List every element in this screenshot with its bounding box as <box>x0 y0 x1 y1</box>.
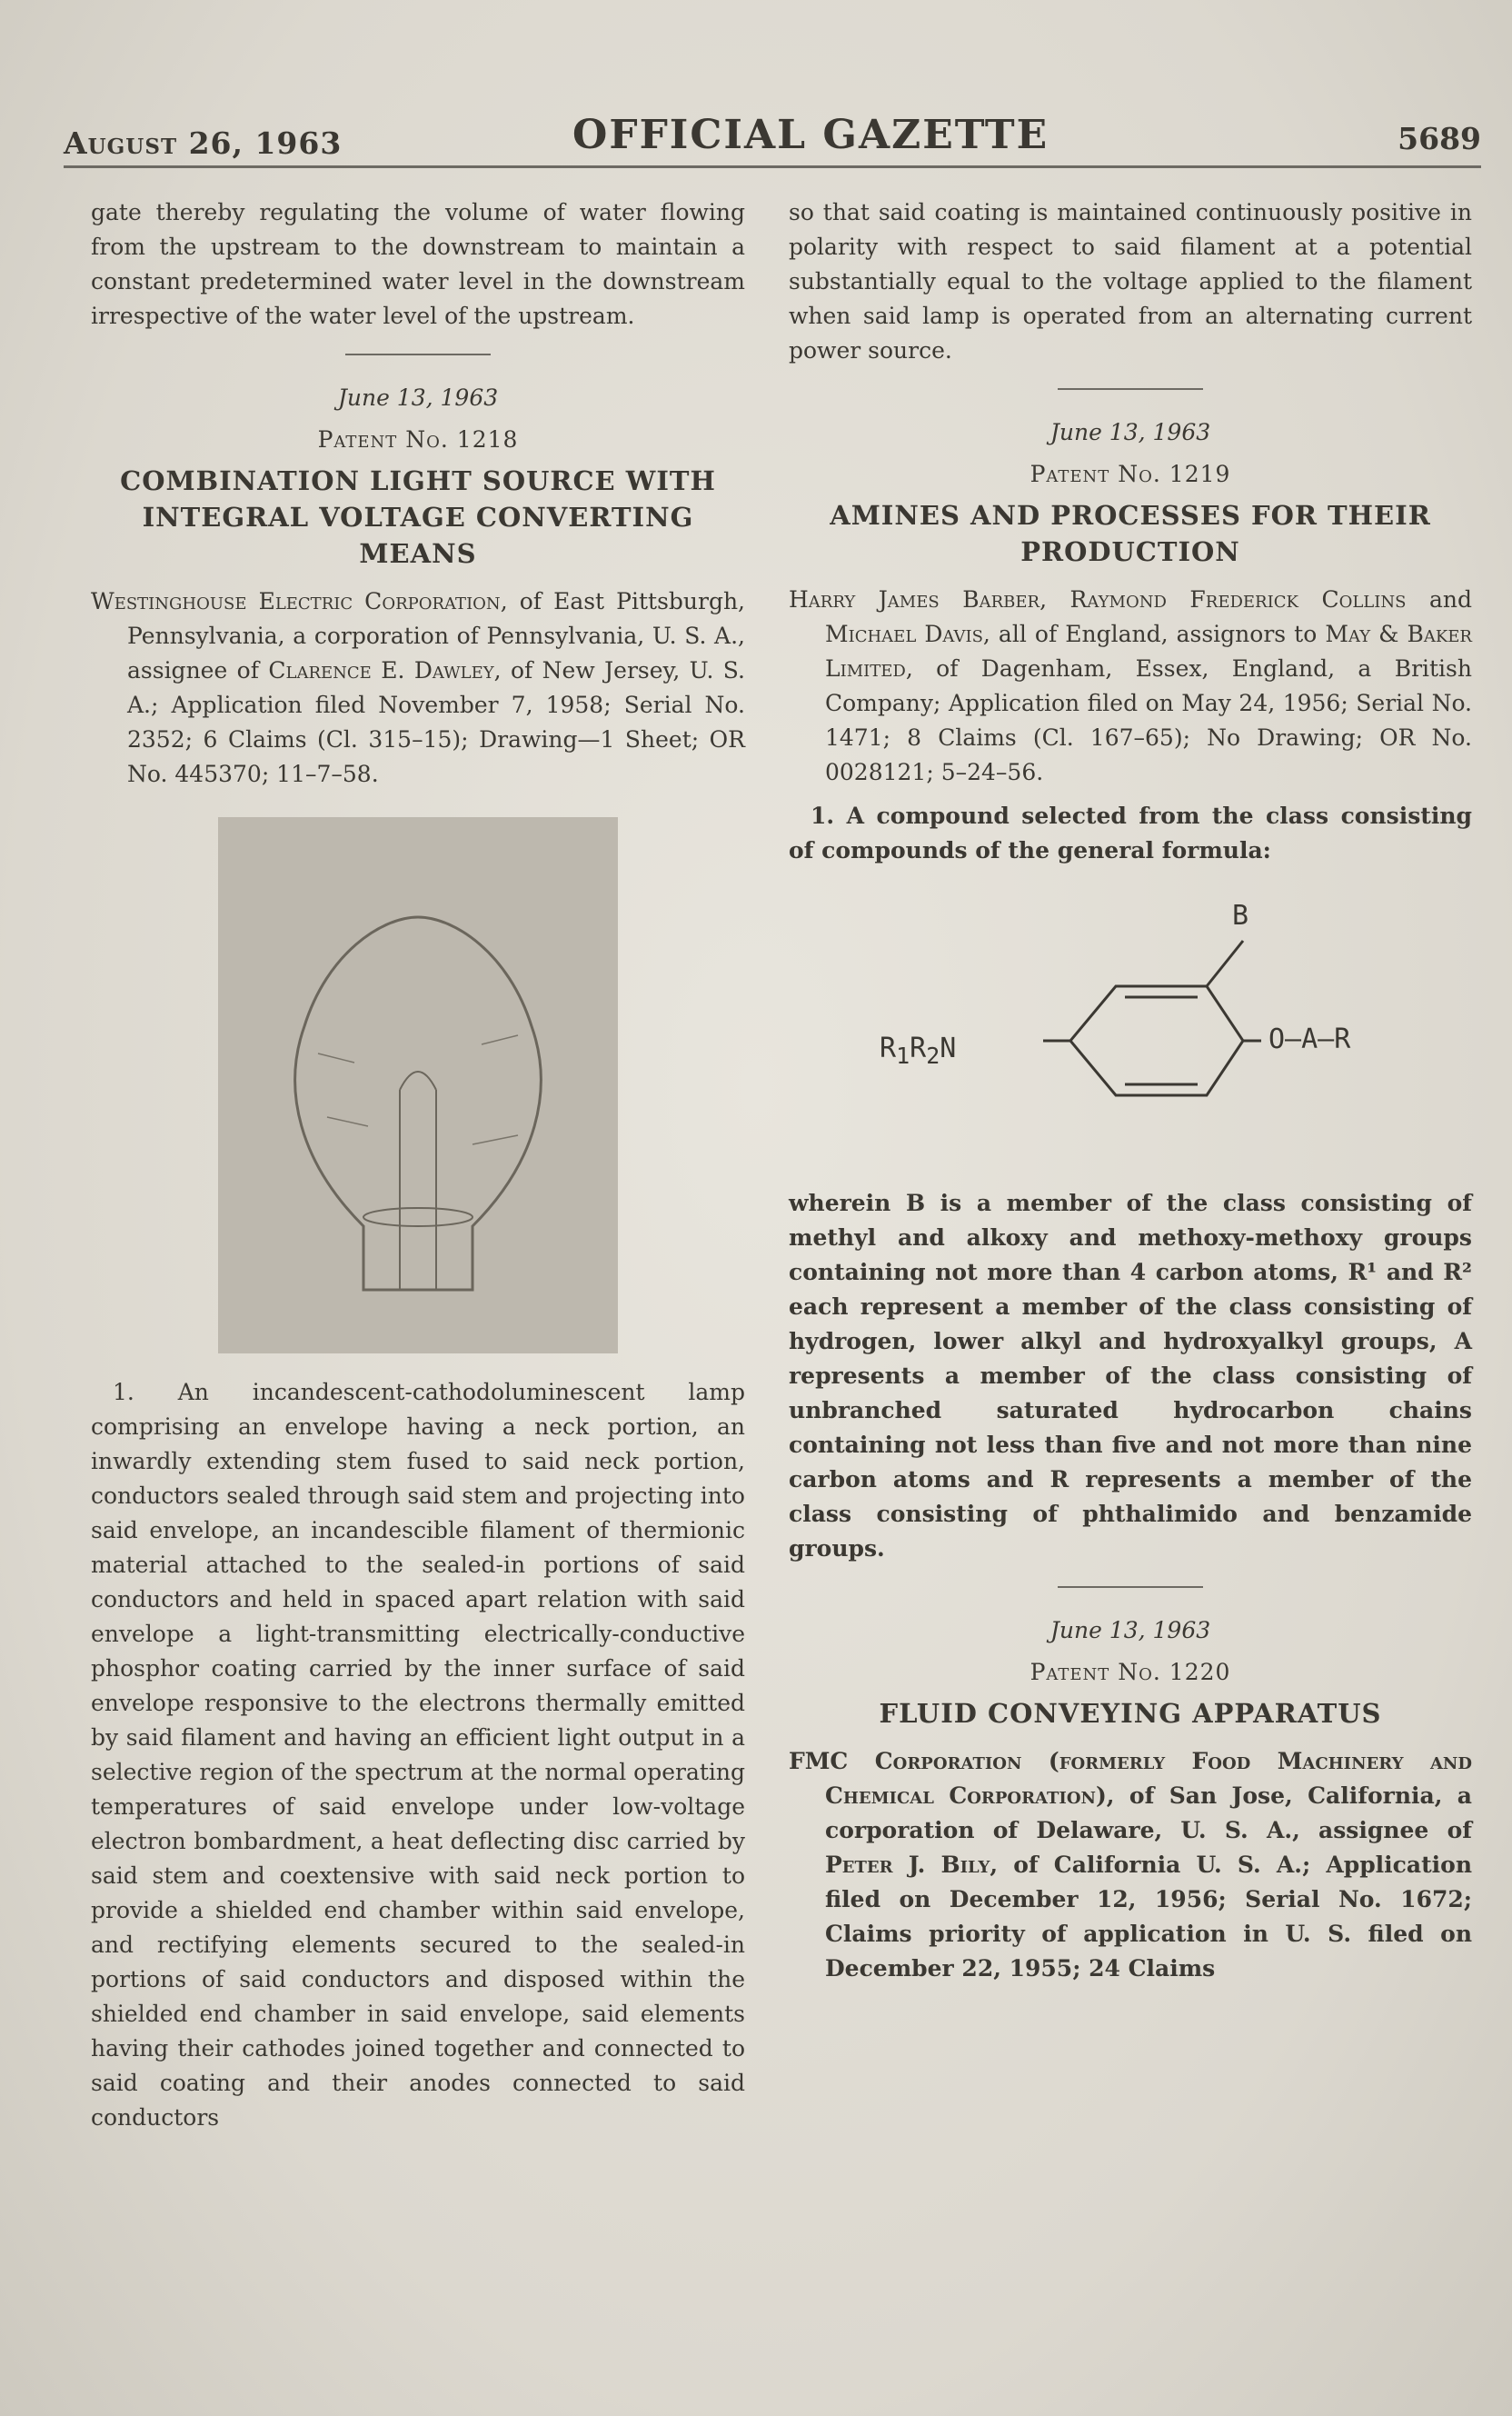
patent-number: Patent No. 1220 <box>1030 1659 1231 1685</box>
patent-abstract <box>91 584 745 792</box>
r2: R <box>910 1033 927 1064</box>
conjunction: and <box>1406 586 1472 613</box>
substituent-oar: O–A–R <box>1268 1023 1351 1055</box>
abstract-text: , of San Jose, California, a corporation of Delaware, U. S. A., assignee of <box>825 1782 1473 1843</box>
continuation-text: so that said coating is maintained continuously positive in polarity with respect to said filament at a potential substantially equal to the voltage applied to the filament when said lamp is operated from an alternating current power source. <box>789 199 1472 364</box>
left-column <box>91 195 745 2135</box>
patent-title: FLUID CONVEYING APPARATUS <box>879 1698 1382 1729</box>
patent-title: COMBINATION LIGHT SOURCE WITH INTEGRAL VOLTAGE CONVERTING MEANS <box>120 465 716 569</box>
separator-rule <box>345 354 491 355</box>
sub1: 1 <box>896 1043 910 1069</box>
assignee-name: May & Baker Limited <box>825 621 1472 682</box>
substituent-amine <box>880 1032 956 1073</box>
patent-1219 <box>789 415 1472 1566</box>
claim-intro: 1. A compound selected from the class consisting of compounds of the general formula: <box>789 803 1472 864</box>
substituent-b: B <box>1232 900 1249 932</box>
claim-text: 1. An incandescent-cathodoluminescent lamp comprising an envelope having a neck portion, an inwardly extending stem fused to said neck portion, conductors sealed through said stem and projecting into said envelope, an incandescible filament of thermionic material attached to the sealed-in portions of said conductors and held in spaced apart relation with said envelope a light-transmitting electrically-conductive phosphor coating carried by the inner surface of said envelope responsive to the electrons thermally emitted by said filament and having an efficient light output in a selective region of the spectrum at the normal operating temperatures of said envelope under low-voltage electron bombardment, a heat deflecting disc carried by said stem and coextensive with said neck portion to provide a shielded end chamber within said envelope, and rectifying elements secured to the sealed-in portions of said conductors and disposed within the shielded end chamber in said envelope, said elements having their cathodes joined together and connected to said coating and their anodes connected to said conductors <box>91 1379 745 2131</box>
n: N <box>940 1033 957 1064</box>
inventor-name: Peter J. Bily <box>825 1852 990 1878</box>
patent-1218 <box>91 381 745 2135</box>
benzene-ring-svg <box>789 886 1472 1159</box>
patent-number: Patent No. 1219 <box>1030 461 1231 487</box>
patent-date: June 13, 1963 <box>1049 1617 1211 1643</box>
abstract-text-2: , of California U. S. A.; Application filed on December 12, 1956; Serial No. 1672; Claims priority of application in U. S. filed on December 22, 1955; 24 Claims <box>825 1852 1472 1982</box>
page-header <box>64 107 1481 162</box>
separator-rule <box>1058 1586 1203 1588</box>
sub2: 2 <box>926 1043 940 1069</box>
chemical-formula <box>789 886 1472 1159</box>
abstract-text: , all of England, assignors to <box>982 621 1326 647</box>
patent-date: June 13, 1963 <box>1049 419 1211 445</box>
patent-number: Patent No. 1218 <box>317 426 519 453</box>
inventor-names: Harry James Barber, Raymond Frederick Collins <box>789 586 1407 613</box>
patent-abstract <box>789 583 1472 790</box>
lamp-drawing-svg <box>218 817 618 1353</box>
publication-title: OFFICIAL GAZETTE <box>572 112 1049 158</box>
assignee-name: Westinghouse Electric Corporation <box>91 588 501 614</box>
separator-rule <box>1058 388 1203 390</box>
issue-date: August 26, 1963 <box>64 125 343 161</box>
patent-abstract <box>789 1744 1472 1986</box>
patent-title: AMINES AND PROCESSES FOR THEIR PRODUCTION <box>830 500 1431 567</box>
continuation-text: gate thereby regulating the volume of water flowing from the upstream to the downstream to maintain a constant predetermined water level in the downstream irrespective of the water level of the upstream. <box>91 199 745 329</box>
patent-date: June 13, 1963 <box>337 384 499 411</box>
claim-body: wherein B is a member of the class consisting of methyl and alkoxy and methoxy-methoxy groups containing not more than 4 carbon atoms, R¹ and R² each represent a member of the class consisting of hydrogen, lower alkyl and hydroxyalkyl groups, A represents a member of the class consisting of unbranched saturated hydrocarbon chains containing not less than five and not more than nine carbon atoms and R represents a member of the class consisting of phthalimido and benzamide groups. <box>789 1190 1472 1562</box>
right-column <box>789 195 1472 1986</box>
abstract-text-2: , of New Jersey, U. S. A.; Application filed November 7, 1958; Serial No. 2352; 6 Claims (Cl. 315–15); Drawing—1 Sheet; OR No. 445370; 11–7–58. <box>127 657 745 787</box>
abstract-text: , of East Pittsburgh, Pennsylvania, a corporation of Pennsylvania, U. S. A., assignee of <box>127 588 746 684</box>
inventor-name: Clarence E. Dawley <box>268 657 494 684</box>
page-number: 5689 <box>1398 121 1481 156</box>
inventor-name: Michael Davis <box>825 621 983 647</box>
assignee-name: FMC Corporation (formerly Food Machinery and Chemical Corporation) <box>789 1748 1472 1809</box>
patent-1220 <box>789 1613 1472 1986</box>
r1: R <box>880 1033 897 1064</box>
lamp-drawing <box>218 817 618 1353</box>
header-rule <box>64 165 1481 168</box>
abstract-text-2: , of Dagenham, Essex, England, a British Company; Application filed on May 24, 1956; Serial No. 1471; 8 Claims (Cl. 167–65); No Drawing; OR No. 0028121; 5–24–56. <box>825 655 1472 785</box>
